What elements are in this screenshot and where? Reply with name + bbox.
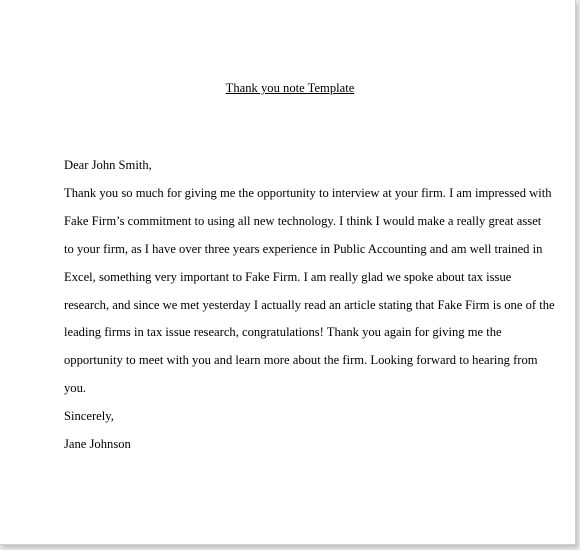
paragraph-line: leading firms in tax issue research, congratulations! Thank you again for giving me the [64,325,502,340]
signature: Jane Johnson [64,437,131,452]
paragraph-line: opportunity to meet with you and learn more about the firm. Looking forward to hearing from [64,353,538,368]
letter-body [64,152,555,459]
document-title: Thank you note Template [225,81,355,95]
salutation: Dear John Smith, [64,158,152,172]
paragraph-line: Thank you so much for giving me the opportunity to interview at your firm. I am impressed with [64,185,552,200]
paragraph-line: to your firm, as I have over three years experience in Public Accounting and am well trained in [64,241,543,256]
closing: Sincerely, [64,409,114,424]
paragraph-line: Fake Firm’s commitment to using all new technology. I think I would make a really great asset [64,213,542,228]
paragraph-line: Excel, something very important to Fake Firm. I am really glad we spoke about tax issue [64,269,512,284]
paragraph-line: research, and since we met yesterday I actually read an article stating that Fake Firm is one of the [64,297,555,312]
paragraph-line: you. [64,381,87,396]
